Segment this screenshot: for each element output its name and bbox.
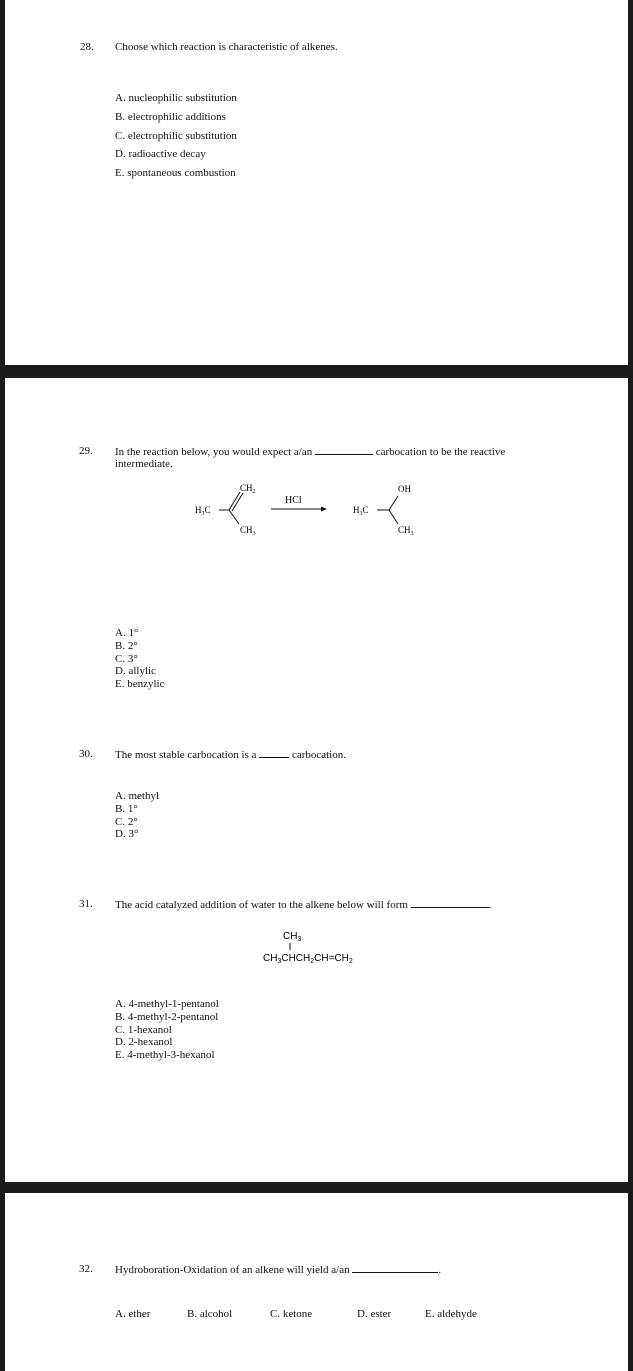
option-d: D. allylic	[115, 665, 156, 678]
page-3	[5, 1193, 628, 1371]
option-d: D. ester	[357, 1308, 392, 1320]
structure-main-chain: $CH_3CHCH_2CH=CH_2$	[263, 953, 353, 965]
page-2	[5, 378, 628, 1182]
structure-methyl-label: $CH_3$	[283, 931, 302, 943]
option-a: A. 4-methyl-1-pentanol	[115, 998, 219, 1010]
option-e: E. benzylic	[115, 678, 165, 691]
option-b: B. 2°	[115, 639, 138, 652]
option-d: D. radioactive decay	[115, 148, 206, 161]
question-30-options	[115, 790, 159, 841]
option-b: B. 4-methyl-2-pentanol	[115, 1010, 219, 1023]
question-29-text-line2: intermediate.	[115, 458, 173, 470]
question-29-text-before: In the reaction below, you would expect a/an	[115, 446, 313, 458]
answer-blank	[259, 748, 289, 758]
question-29-text	[115, 445, 505, 459]
question-30-text-before: The most stable carbocation is a	[115, 749, 257, 761]
reactant-h3c-label: $H_3C$	[195, 505, 211, 517]
question-32-text: Hydroboration-Oxidation of an alkene will yield a/an .	[115, 1264, 442, 1276]
question-28-options	[115, 89, 237, 183]
question-32-number: 32.	[79, 1263, 93, 1275]
reaction-scheme	[185, 478, 445, 543]
option-b: B. alcohol	[187, 1308, 233, 1320]
option-c: C. 3°	[115, 652, 138, 665]
question-32-text-main: Hydroboration-Oxidation of an alkene will yield a/an	[115, 1264, 350, 1276]
answer-blank	[411, 898, 489, 908]
question-30-text-after: carbocation.	[291, 749, 346, 761]
question-31-text-main: The acid catalyzed addition of water to the alkene below will form	[115, 899, 408, 911]
answer-blank	[352, 1263, 438, 1273]
option-b: B. electrophilic additions	[115, 110, 226, 123]
option-b: B. 1°	[115, 802, 138, 815]
question-30-text	[115, 748, 346, 762]
option-e: E. aldehyde	[425, 1308, 477, 1320]
product-bond-up	[389, 496, 398, 510]
option-e: E. 4-methyl-3-hexanol	[115, 1049, 215, 1062]
reagent-label: HCl	[285, 495, 302, 506]
option-a: A. nucleophilic substitution	[115, 92, 237, 104]
product-ch3-label: $CH_3$	[398, 525, 414, 537]
alkene-structure	[255, 923, 385, 969]
page-1	[5, 0, 628, 365]
reaction-arrowhead	[321, 507, 327, 512]
reactant-ch3-label: $CH_3$	[240, 525, 256, 537]
product-oh-label: OH	[398, 484, 411, 494]
question-29-options	[115, 627, 164, 691]
option-d: D. 3°	[115, 828, 139, 841]
question-29-text-after: carbocation to be the reactive	[375, 446, 506, 458]
answer-blank	[315, 445, 373, 455]
option-c: C. 1-hexanol	[115, 1023, 172, 1036]
question-31-text: The acid catalyzed addition of water to the alkene below will form .	[115, 899, 492, 911]
option-a: A. ether	[115, 1308, 151, 1320]
reactant-bond-down	[229, 510, 239, 524]
option-c: C. 2°	[115, 815, 138, 828]
option-a: A. methyl	[115, 790, 159, 802]
option-c: C. electrophilic substitution	[115, 129, 237, 142]
option-d: D. 2-hexanol	[115, 1036, 173, 1049]
option-a: A. 1°	[115, 627, 139, 639]
reactant-ch2-label: $CH_2$	[240, 483, 256, 495]
question-31-options	[115, 998, 219, 1062]
option-e: E. spontaneous combustion	[115, 167, 236, 180]
product-h3c-label: $H_3C$	[353, 505, 369, 517]
question-30-number: 30.	[79, 748, 93, 760]
question-29-number: 29.	[79, 445, 93, 457]
question-28-number: 28.	[80, 41, 94, 53]
question-31-number: 31.	[79, 898, 93, 910]
question-28-text: Choose which reaction is characteristic of alkenes.	[115, 41, 338, 53]
option-c: C. ketone	[270, 1308, 313, 1320]
product-bond-down	[389, 510, 398, 524]
